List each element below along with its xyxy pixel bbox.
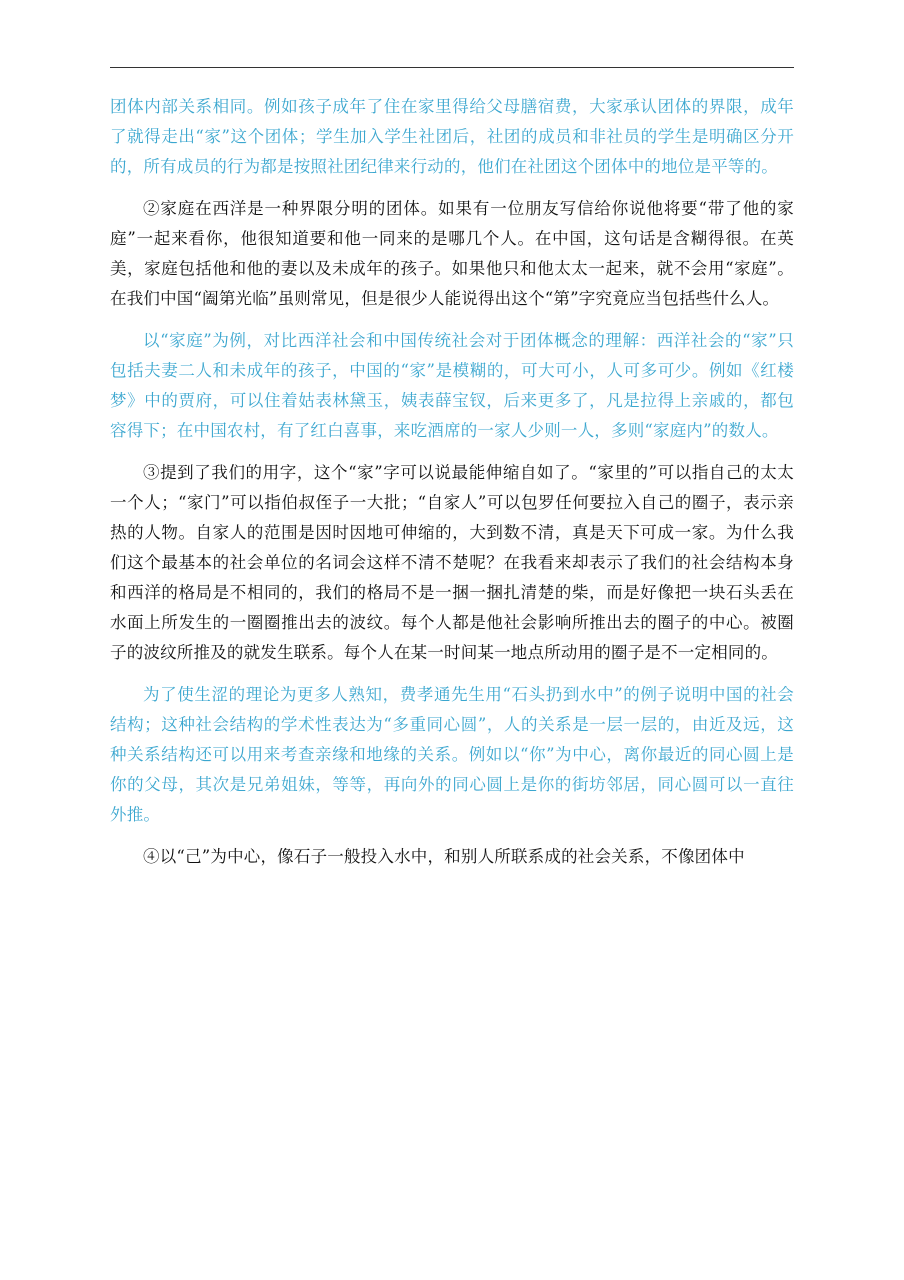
annotation-paragraph: 团体内部关系相同。例如孩子成年了住在家里得给父母膳宿费，大家承认团体的界限，成年了就得走出“家”这个团体；学生加入学生社团后，社团的成员和非社员的学生是明确区分开的，所有成员的行为都是按照社团纪律来行动的，他们在社团这个团体中的地位是平等的。 bbox=[110, 97, 794, 176]
body-paragraph: ②家庭在西洋是一种界限分明的团体。如果有一位朋友写信给你说他将要“带了他的家庭”一起来看你，他很知道要和他一同来的是哪几个人。在中国，这句话是含糊得很。在英美，家庭包括他和他的妻以及未成年的孩子。如果他只和他太太一起来，就不会用“家庭”。在我们中国“阖第光临”虽则常见，但是很少人能说得出这个“第”字究竟应当包括些什么人。 bbox=[110, 199, 794, 308]
body-paragraph: ③提到了我们的用字，这个“家”字可以说最能伸缩自如了。“家里的”可以指自己的太太一个人；“家门”可以指伯叔侄子一大批；“自家人”可以包罗任何要拉入自己的圈子，表示亲热的人物。自家人的范围是因时因地可伸缩的，大到数不清，真是天下可成一家。为什么我们这个最基本的社会单位的名词会这样不清不楚呢？在我看来却表示了我们的社会结构本身和西洋的格局是不相同的，我们的格局不是一捆一捆扎清楚的柴，而是好像把一块石头丢在水面上所发生的一圈圈推出去的波纹。每个人都是他社会影响所推出去的圈子的中心。被圈子的波纹所推及的就发生联系。每个人在某一时间某一地点所动用的圈子是不一定相同的。 bbox=[110, 463, 794, 662]
annotation-paragraph: 以“家庭”为例，对比西洋社会和中国传统社会对于团体概念的理解：西洋社会的“家”只包括夫妻二人和未成年的孩子，中国的“家”是模糊的，可大可小，人可多可少。例如《红楼梦》中的贾府，可以住着姑表林黛玉，姨表薛宝钗，后来更多了，凡是拉得上亲戚的，都包容得下；在中国农村，有了红白喜事，来吃酒席的一家人少则一人，多则“家庭内”的数人。 bbox=[110, 331, 794, 440]
document-body bbox=[110, 92, 794, 884]
body-paragraph: ④以“己”为中心，像石子一般投入水中，和别人所联系成的社会关系，不像团体中 bbox=[143, 847, 745, 866]
header-rule bbox=[110, 67, 794, 68]
annotation-paragraph: 为了使生涩的理论为更多人熟知，费孝通先生用“石头扔到水中”的例子说明中国的社会结构；这种社会结构的学术性表达为“多重同心圆”，人的关系是一层一层的，由近及远，这种关系结构还可以用来考查亲缘和地缘的关系。例如以“你”为中心，离你最近的同心圆上是你的父母，其次是兄弟姐妹，等等，再向外的同心圆上是你的街坊邻居，同心圆可以一直往外推。 bbox=[110, 685, 794, 824]
